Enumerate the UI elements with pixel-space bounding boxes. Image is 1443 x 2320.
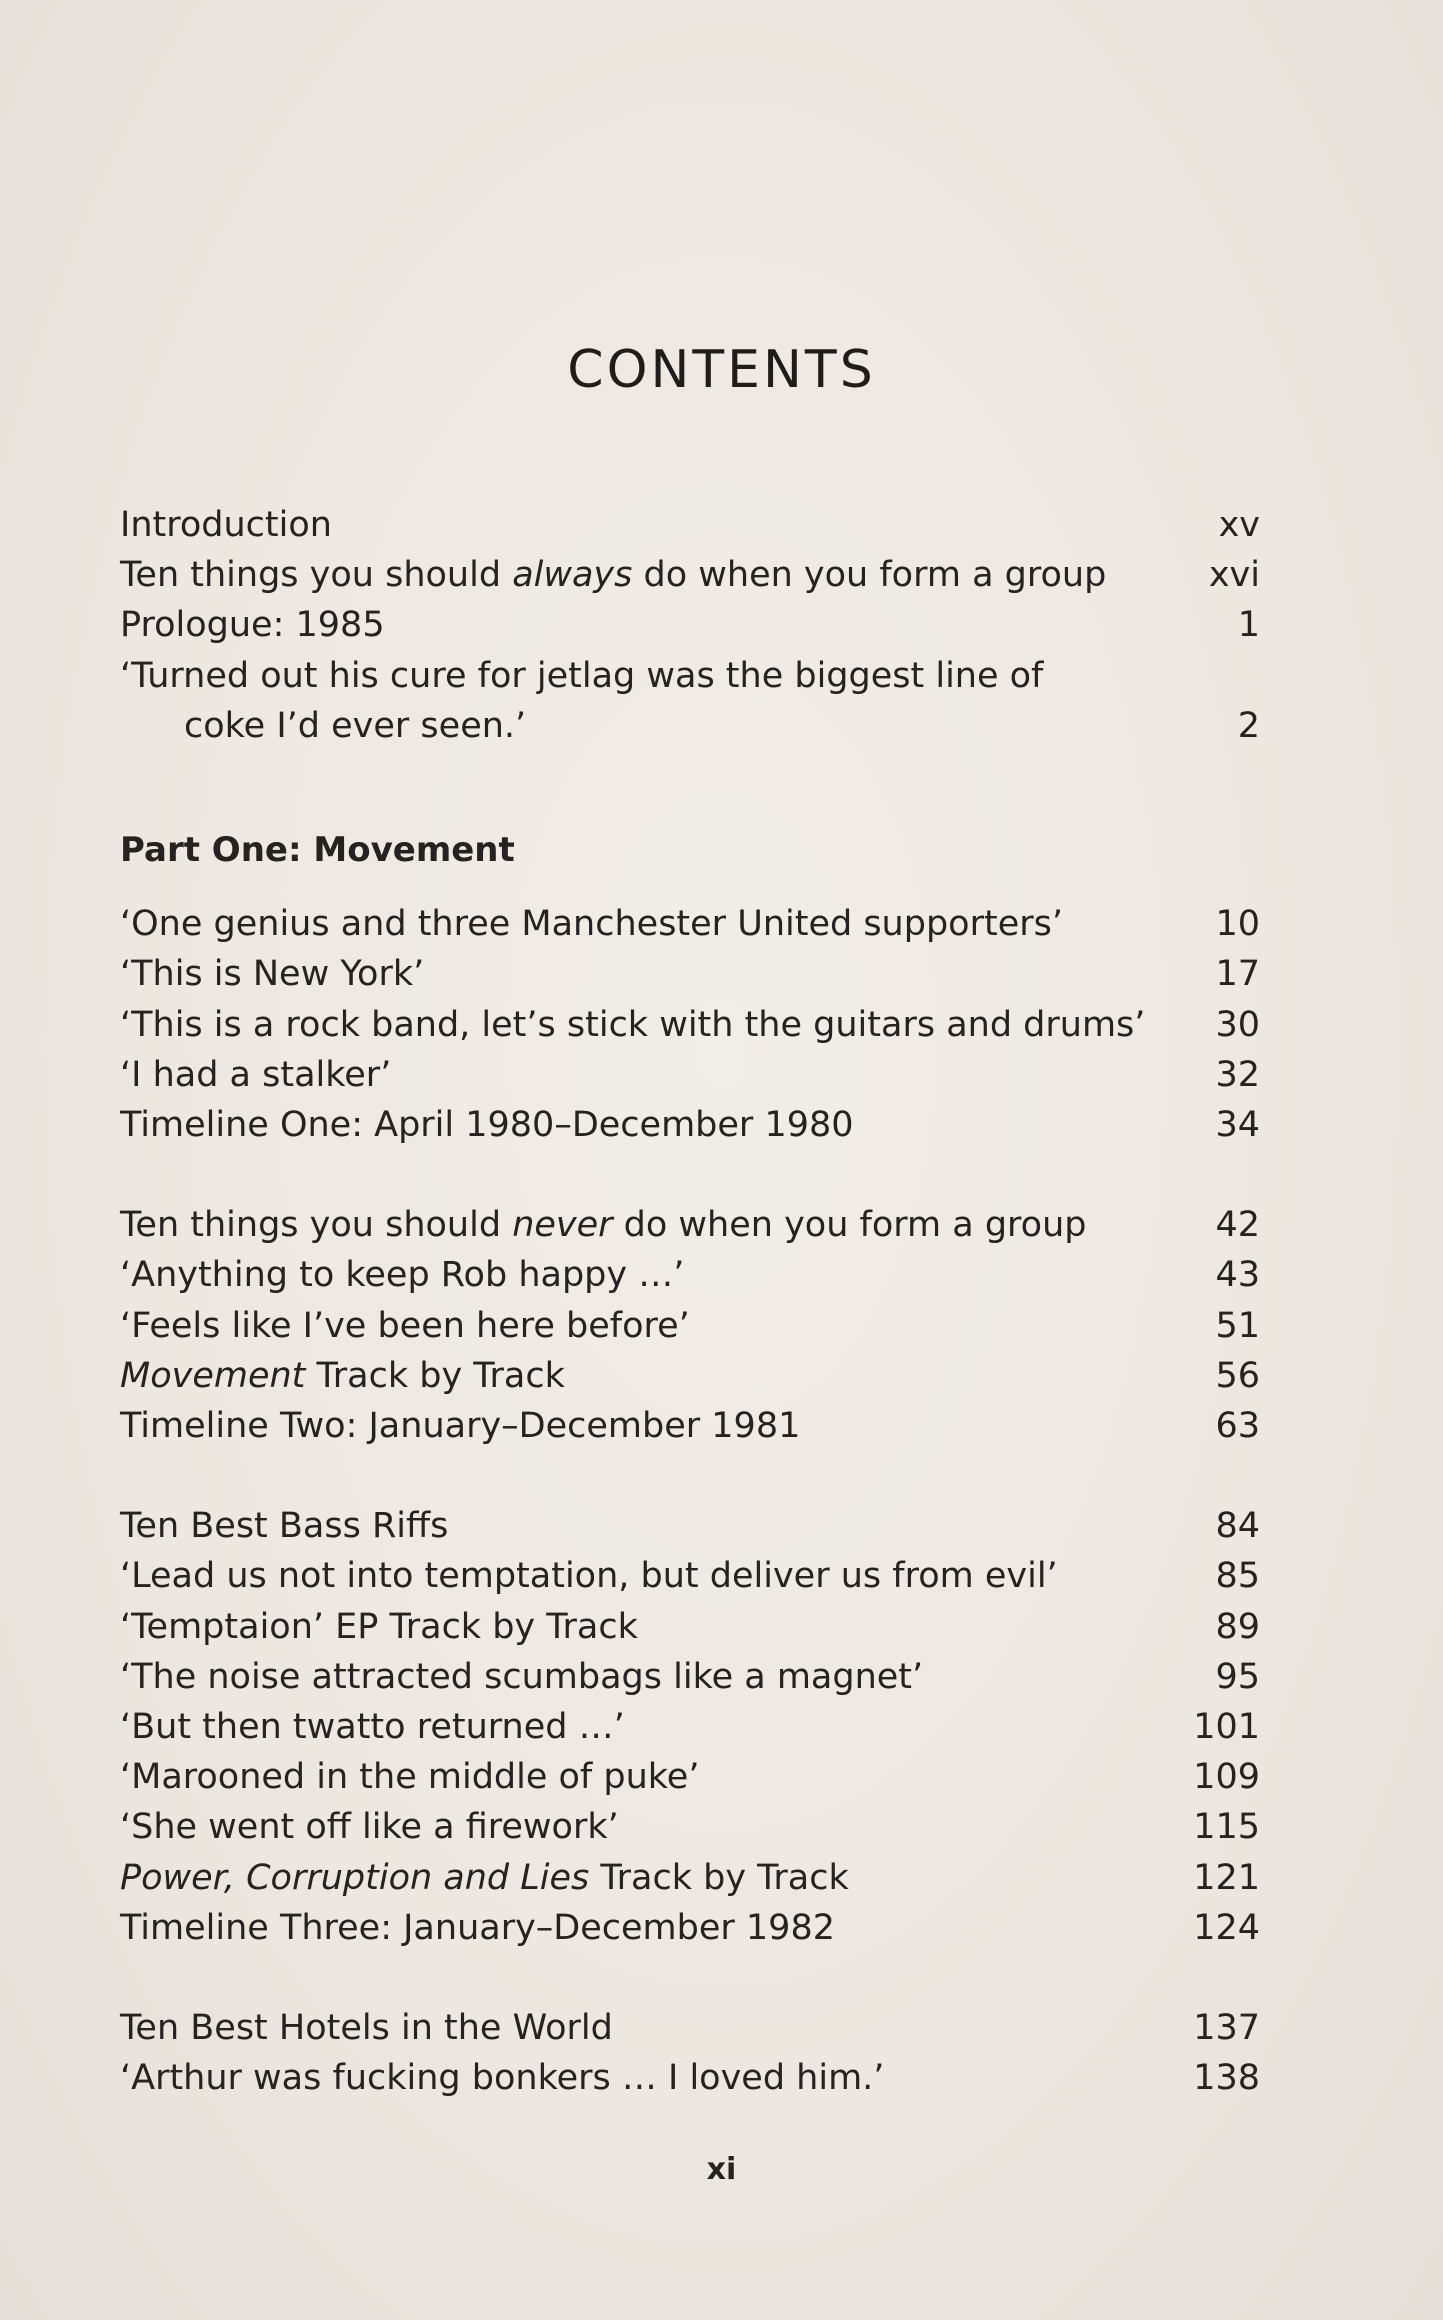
table-of-contents [120, 500, 1260, 2103]
title-part: do when you form a group [632, 555, 1107, 596]
toc-page-number: 138 [1193, 2058, 1260, 2099]
toc-entry-title: ‘But then twatto returned …’ [120, 1707, 625, 1748]
toc-entry [120, 1000, 1260, 1050]
toc-entry [120, 949, 1260, 999]
toc-page-number: 56 [1215, 1355, 1260, 1396]
group-spacer [120, 1451, 1260, 1501]
toc-entry-title: ‘One genius and three Manchester United supporters’ [120, 904, 1063, 945]
toc-entry-jetlag [120, 651, 1260, 751]
toc-entry [120, 1602, 1260, 1652]
toc-entry-title: ‘She went off like a firework’ [120, 1807, 619, 1848]
toc-entry [120, 1551, 1260, 1601]
toc-page-number: 51 [1215, 1305, 1260, 1346]
toc-entry [120, 2053, 1260, 2103]
title-part: Ten things you should [120, 555, 513, 596]
toc-entry-title: ‘Temptaion’ EP Track by Track [120, 1606, 638, 1647]
group-spacer [120, 1150, 1260, 1200]
toc-entry-title [120, 550, 1209, 600]
page-number: xi [706, 2152, 737, 2187]
toc-page-number: 10 [1215, 904, 1260, 945]
title-part: Track by Track [589, 1857, 849, 1898]
toc-page-number: 89 [1215, 1606, 1260, 1647]
toc-entry-title: ‘Lead us not into temptation, but deliver us from evil’ [120, 1556, 1058, 1597]
toc-entry [120, 1301, 1260, 1351]
toc-entry-line [120, 651, 1260, 701]
toc-page-number: 84 [1215, 1506, 1260, 1547]
toc-page-number: 121 [1193, 1857, 1260, 1898]
toc-page-number: xv [1218, 505, 1260, 545]
toc-group-4 [120, 2003, 1260, 2103]
toc-entry-line [120, 701, 1260, 751]
toc-entry [120, 1903, 1260, 1953]
toc-entry [120, 2003, 1260, 2053]
toc-entry-title [120, 1853, 1193, 1903]
toc-entry-title [120, 1200, 1215, 1250]
toc-page-number: 124 [1193, 1907, 1260, 1948]
toc-entry-title: ‘Feels like I’ve been here before’ [120, 1305, 690, 1346]
toc-entry-title: Timeline Two: January–December 1981 [120, 1406, 801, 1447]
toc-page-number: 109 [1193, 1757, 1260, 1798]
toc-entry [120, 899, 1260, 949]
toc-entry-title: ‘I had a stalker’ [120, 1054, 392, 1095]
title-emphasis: Movement [120, 1355, 306, 1396]
toc-entry [120, 1401, 1260, 1451]
toc-entry [120, 1652, 1260, 1702]
toc-entry [120, 1200, 1260, 1250]
toc-entry [120, 1802, 1260, 1852]
title-emphasis: Power, Corruption and Lies [120, 1857, 590, 1898]
toc-entry-title: ‘The noise attracted scumbags like a magnet’ [120, 1656, 924, 1697]
toc-entry-title: Prologue: 1985 [120, 605, 385, 646]
toc-entry [120, 1050, 1260, 1100]
toc-entry-title-line1: ‘Turned out his cure for jetlag was the biggest line of [120, 655, 1044, 696]
toc-group-3 [120, 1501, 1260, 1953]
toc-page-number: 63 [1215, 1406, 1260, 1447]
toc-entry-title: ‘Marooned in the middle of puke’ [120, 1757, 700, 1798]
toc-entry-title: ‘Anything to keep Rob happy …’ [120, 1255, 685, 1296]
toc-entry [120, 1702, 1260, 1752]
toc-entry-introduction [120, 500, 1260, 550]
toc-page-number: 137 [1193, 2008, 1260, 2049]
title-part: Ten things you should [120, 1205, 513, 1246]
toc-entry-title: ‘This is a rock band, let’s stick with the guitars and drums’ [120, 1004, 1146, 1045]
toc-entry [120, 1752, 1260, 1802]
group-spacer [120, 1953, 1260, 2003]
title-part: do when you form a group [612, 1205, 1087, 1246]
part-heading: Part One: Movement [120, 830, 515, 871]
toc-entry-title: Timeline One: April 1980–December 1980 [120, 1105, 854, 1146]
page-title: CONTENTS [567, 340, 876, 400]
toc-entry [120, 1100, 1260, 1150]
toc-page-number: 30 [1215, 1004, 1260, 1045]
title-part: Track by Track [305, 1355, 565, 1396]
toc-page-number: 43 [1215, 1255, 1260, 1296]
toc-entry [120, 1250, 1260, 1300]
toc-page-number: 34 [1215, 1105, 1260, 1146]
toc-entry-ten-things-always [120, 550, 1260, 600]
toc-page-number: xvi [1208, 555, 1260, 596]
toc-page-number: 42 [1215, 1205, 1260, 1246]
toc-entry [120, 1501, 1260, 1551]
toc-page-number: 115 [1193, 1807, 1260, 1848]
toc-page-number: 2 [1237, 705, 1260, 746]
title-emphasis: never [512, 1205, 613, 1246]
toc-entry-title-line2: coke I’d ever seen.’ [184, 705, 527, 746]
toc-entry-title: Timeline Three: January–December 1982 [120, 1907, 835, 1948]
toc-entry-prologue [120, 600, 1260, 650]
title-emphasis: always [512, 555, 633, 596]
toc-page-number: 101 [1193, 1707, 1260, 1748]
toc-entry-title: ‘This is New York’ [120, 954, 425, 995]
toc-page-number: 1 [1237, 605, 1260, 646]
toc-page-number: 85 [1215, 1556, 1260, 1597]
toc-page-number: 32 [1215, 1054, 1260, 1095]
toc-entry [120, 1351, 1260, 1401]
toc-entry [120, 1853, 1260, 1903]
toc-entry-title: Ten Best Hotels in the World [120, 2008, 613, 2049]
toc-page-number: 95 [1215, 1656, 1260, 1697]
toc-entry-title: Introduction [120, 505, 332, 545]
toc-entry-title: ‘Arthur was fucking bonkers … I loved him.’ [120, 2058, 885, 2099]
toc-entry-title: Ten Best Bass Riffs [120, 1506, 449, 1547]
toc-group-1 [120, 899, 1260, 1150]
toc-page-number: 17 [1215, 954, 1260, 995]
toc-group-2 [120, 1200, 1260, 1451]
toc-entry-title [120, 1351, 1215, 1401]
